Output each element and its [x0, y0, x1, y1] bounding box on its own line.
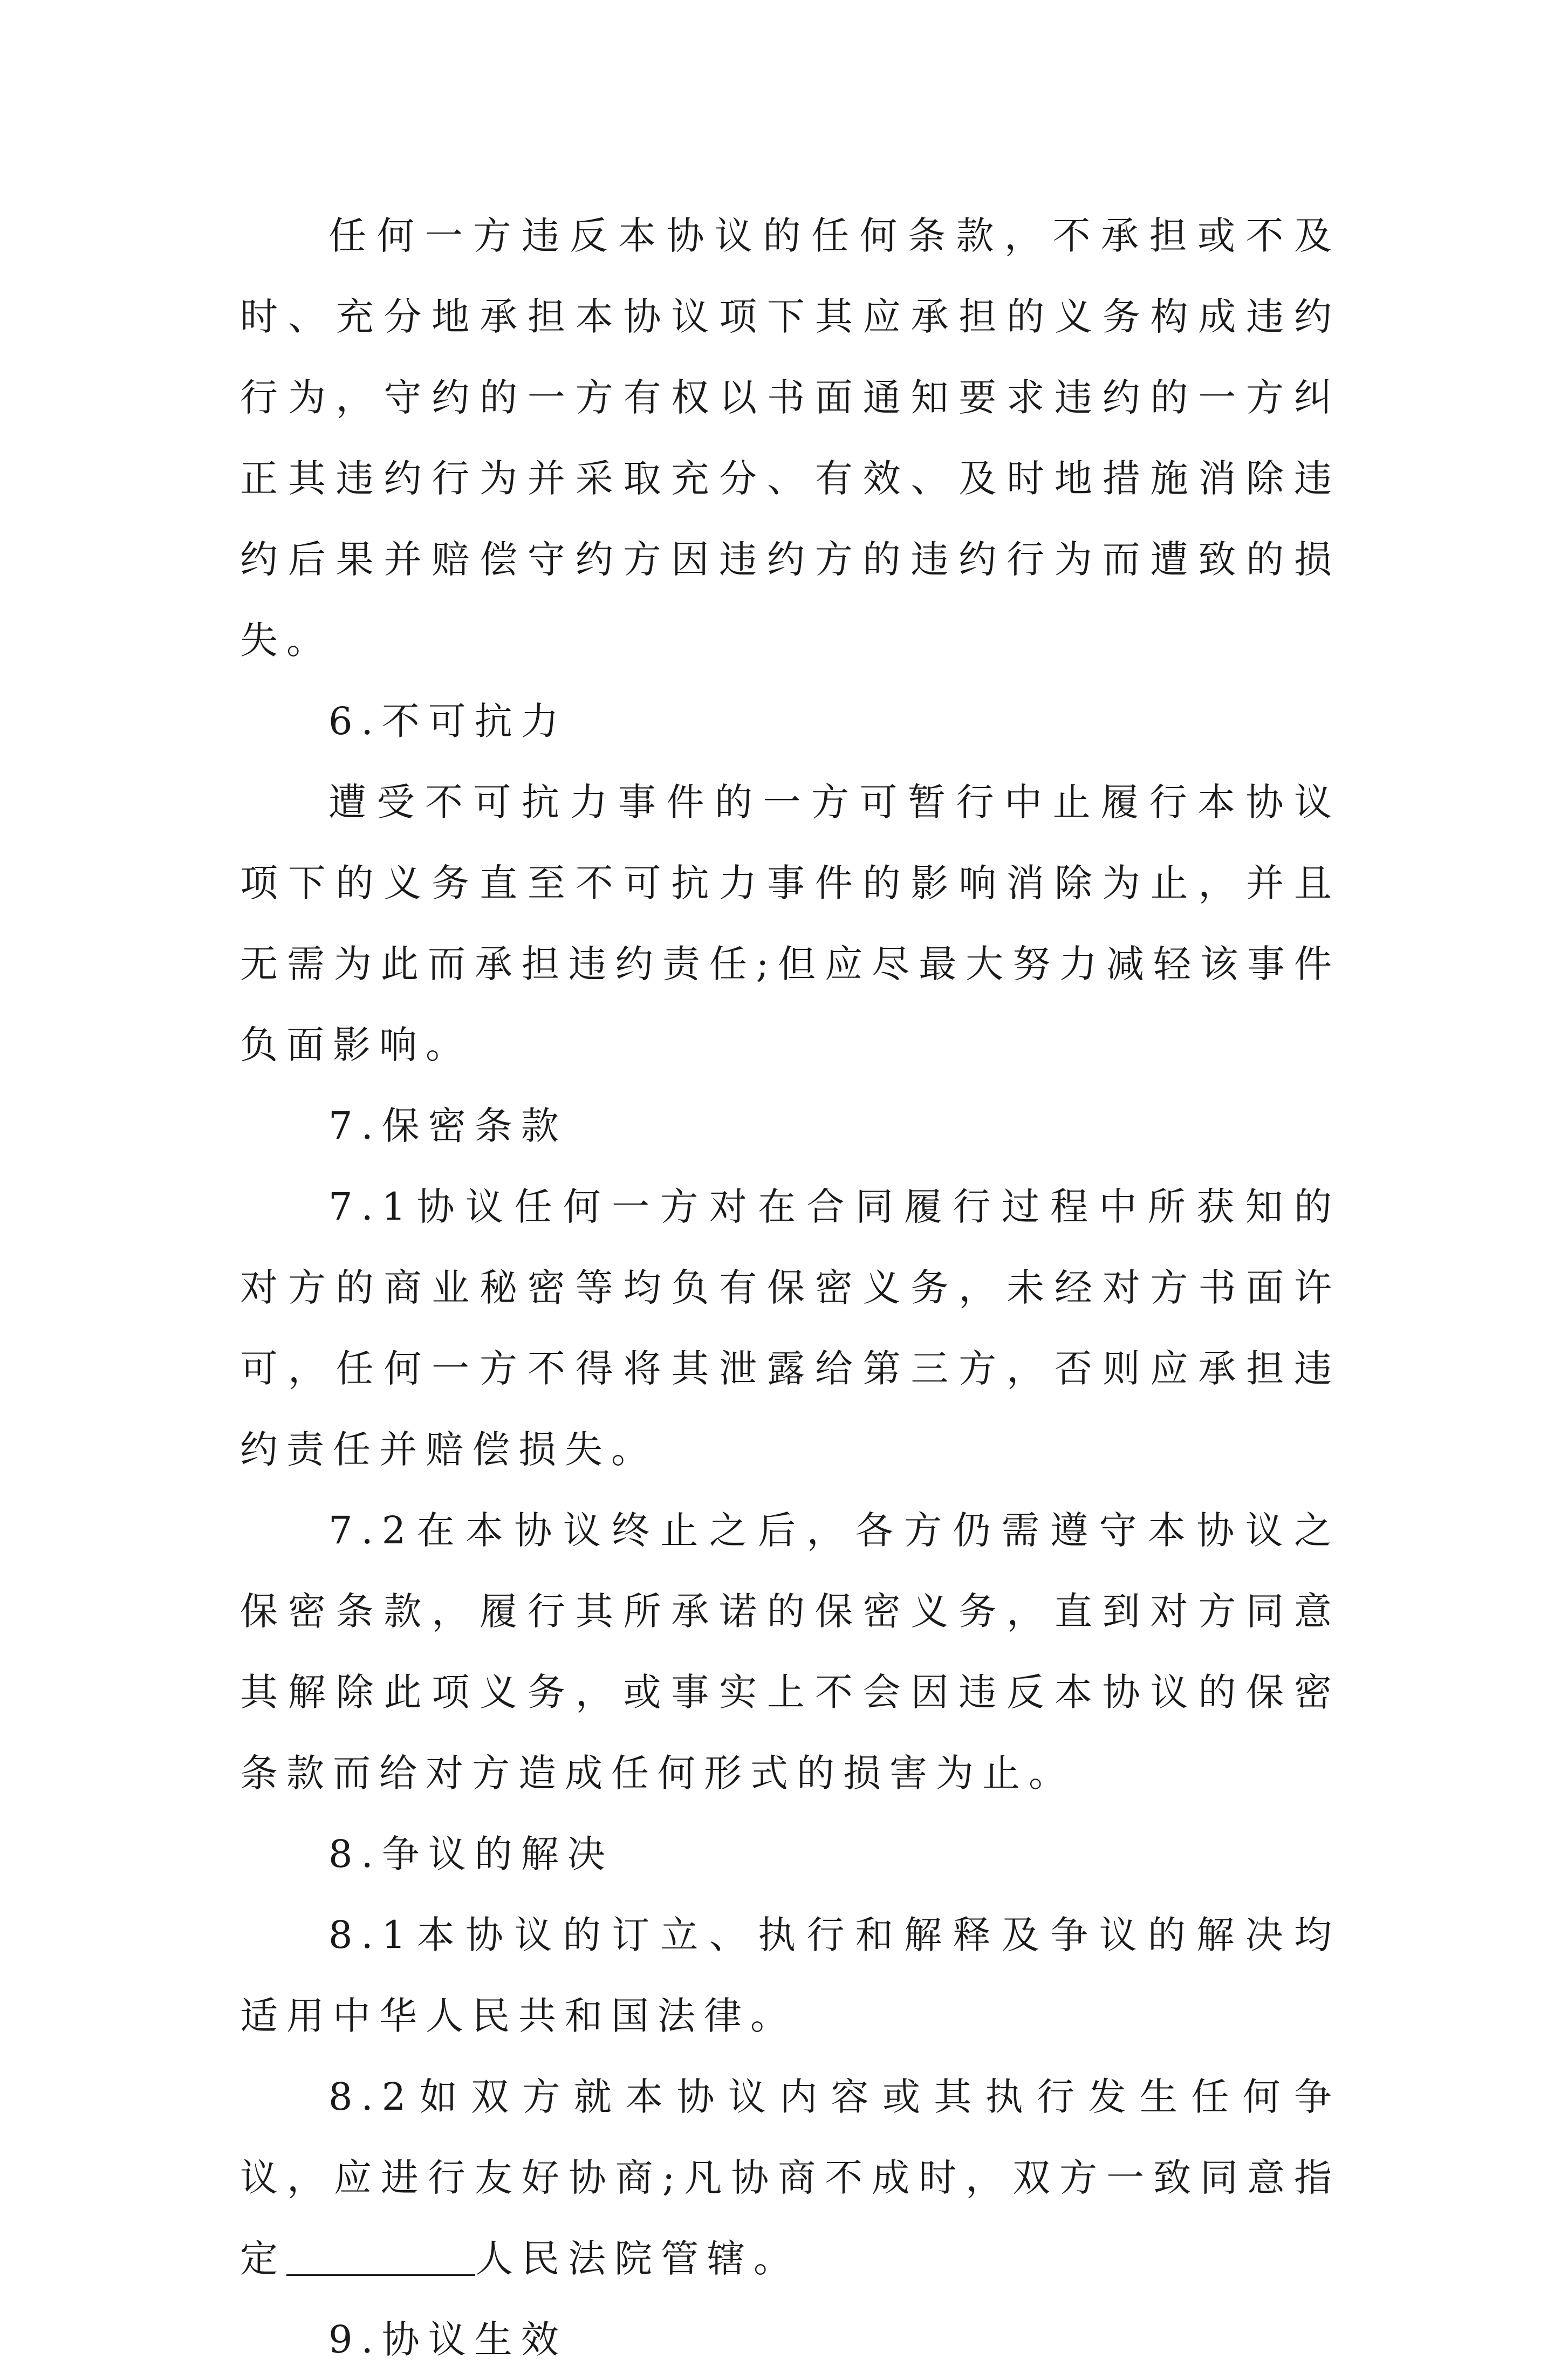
clause-7-2-paragraph: 7.2在本协议终止之后，各方仍需遵守本协议之保密条款，履行其所承诺的保密义务，直到对方同意其解除此项义务，或事实上不会因违反本协议的保密条款而给对方造成任何形式的损害为止。 — [240, 1508, 1340, 1795]
section-6-heading: 6.不可抗力 — [328, 699, 567, 743]
clause-7-1-paragraph: 7.1协议任何一方对在合同履行过程中所获知的对方的商业秘密等均负有保密义务，未经对方书面许可，任何一方不得将其泄露给第三方，否则应承担违约责任并赔偿损失。 — [240, 1185, 1340, 1472]
clause-8-2-paragraph — [240, 2056, 1340, 2299]
breach-paragraph: 任何一方违反本协议的任何条款，不承担或不及时、充分地承担本协议项下其应承担的义务构成违约行为，守约的一方有权以书面通知要求违约的一方纠正其违约行为并采取充分、有效、及时地措施消除违约后果并赔偿守约方因违约方的违约行为而遭致的损失。 — [240, 214, 1340, 662]
section-7-heading: 7.保密条款 — [328, 1104, 567, 1148]
section-8-heading: 8.争议的解决 — [328, 1832, 614, 1876]
section-9-heading: 9.协议生效 — [328, 2317, 567, 2362]
court-name-blank[interactable] — [286, 2231, 475, 2276]
clause-8-1-paragraph: 8.1本协议的订立、执行和解释及争议的解决均适用中华人民共和国法律。 — [240, 1913, 1340, 2038]
document-body — [240, 195, 1340, 2380]
section-6-paragraph: 遭受不可抗力事件的一方可暂行中止履行本协议项下的义务直至不可抗力事件的影响消除为止，并且无需为此而承担违约责任;但应尽最大努力减轻该事件负面影响。 — [240, 780, 1340, 1067]
clause-8-2-text: 8.2如双方就本协议内容或其执行发生任何争议，应进行友好协商;凡协商不成时，双方一致同意指定 — [240, 2075, 1340, 2281]
clause-8-2-text-end: 人民法院管辖。 — [475, 2237, 800, 2281]
